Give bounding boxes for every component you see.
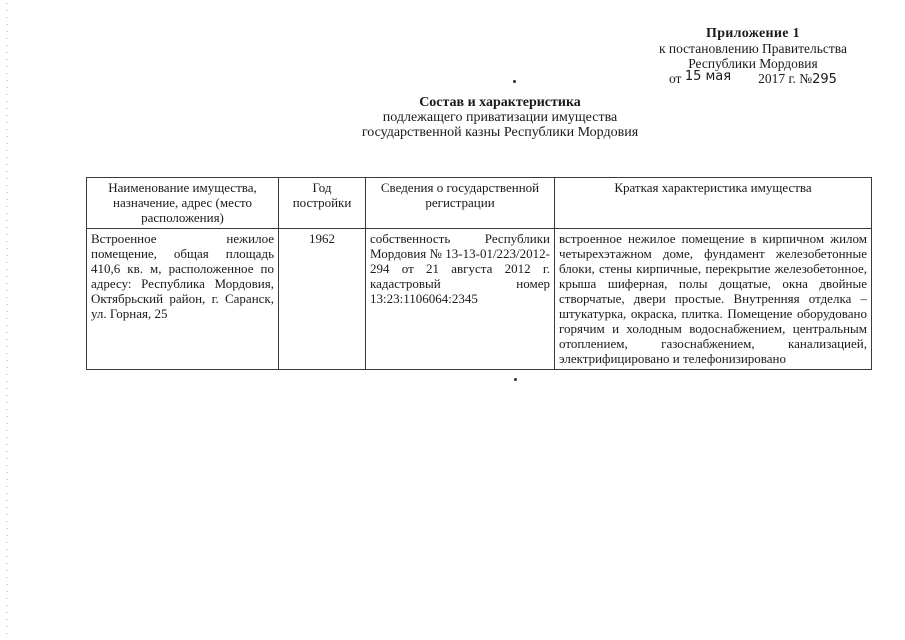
document-title-block [300,95,700,140]
table-header-row [87,178,872,229]
header-name: Наименование имущества, назначение, адрес (место расположения) [87,178,279,229]
table-row [87,229,872,370]
document-subtitle-line1: подлежащего приватизации имущества [382,110,618,125]
header-registration: Сведения о государственной регистрации [366,178,555,229]
cell-description: встроенное нежилое помещение в кирпичном жилом четырехэтажном доме, фундамент железобетонные блоки, стены кирпичные, перекрытие железобетонное, крыша шиферная, полы дощатые, окна двойные створчатые, двери простые. Внутренняя отделка – штукатурка, окраска, плитка. Помещение оборудовано горячим и холодным водоснабжением, центральным отоплением, газоснабжением, канализацией, электрифицировано и телефонизировано [555,229,872,370]
scan-speck [514,378,517,381]
appendix-region-line: Республики Мордовия [688,56,818,71]
date-year: 2017 г. № [758,71,813,86]
appendix-heading: Приложение 1 [706,26,800,41]
cell-registration: собственность Республики Мордовия № 13-13-01/223/2012-294 от 21 августа 2012 г. кадастровый номер 13:23:1106064:2345 [366,229,555,370]
appendix-header [659,26,847,87]
number-handwritten: 295 [812,72,837,87]
cell-year: 1962 [279,229,366,370]
document-subtitle-line2: государственной казны Республики Мордовия [361,125,639,140]
header-description: Краткая характеристика имущества [555,178,872,229]
date-prefix: от [668,71,682,86]
document-title: Состав и характеристика [419,95,581,110]
header-year: Год постройки [279,178,366,229]
date-handwritten: 15 мая [684,69,732,84]
scan-margin-dots [6,0,8,640]
property-table [86,177,872,370]
appendix-resolution-line: к постановлению Правительства [658,41,847,56]
scan-speck [513,80,516,83]
cell-name: Встроенное нежилое помещение, общая площадь 410,6 кв. м, расположенное по адресу: Республика Мордовия, Октябрьский район, г. Саранск, ул. Горная, 25 [87,229,279,370]
appendix-date-line [659,71,847,87]
